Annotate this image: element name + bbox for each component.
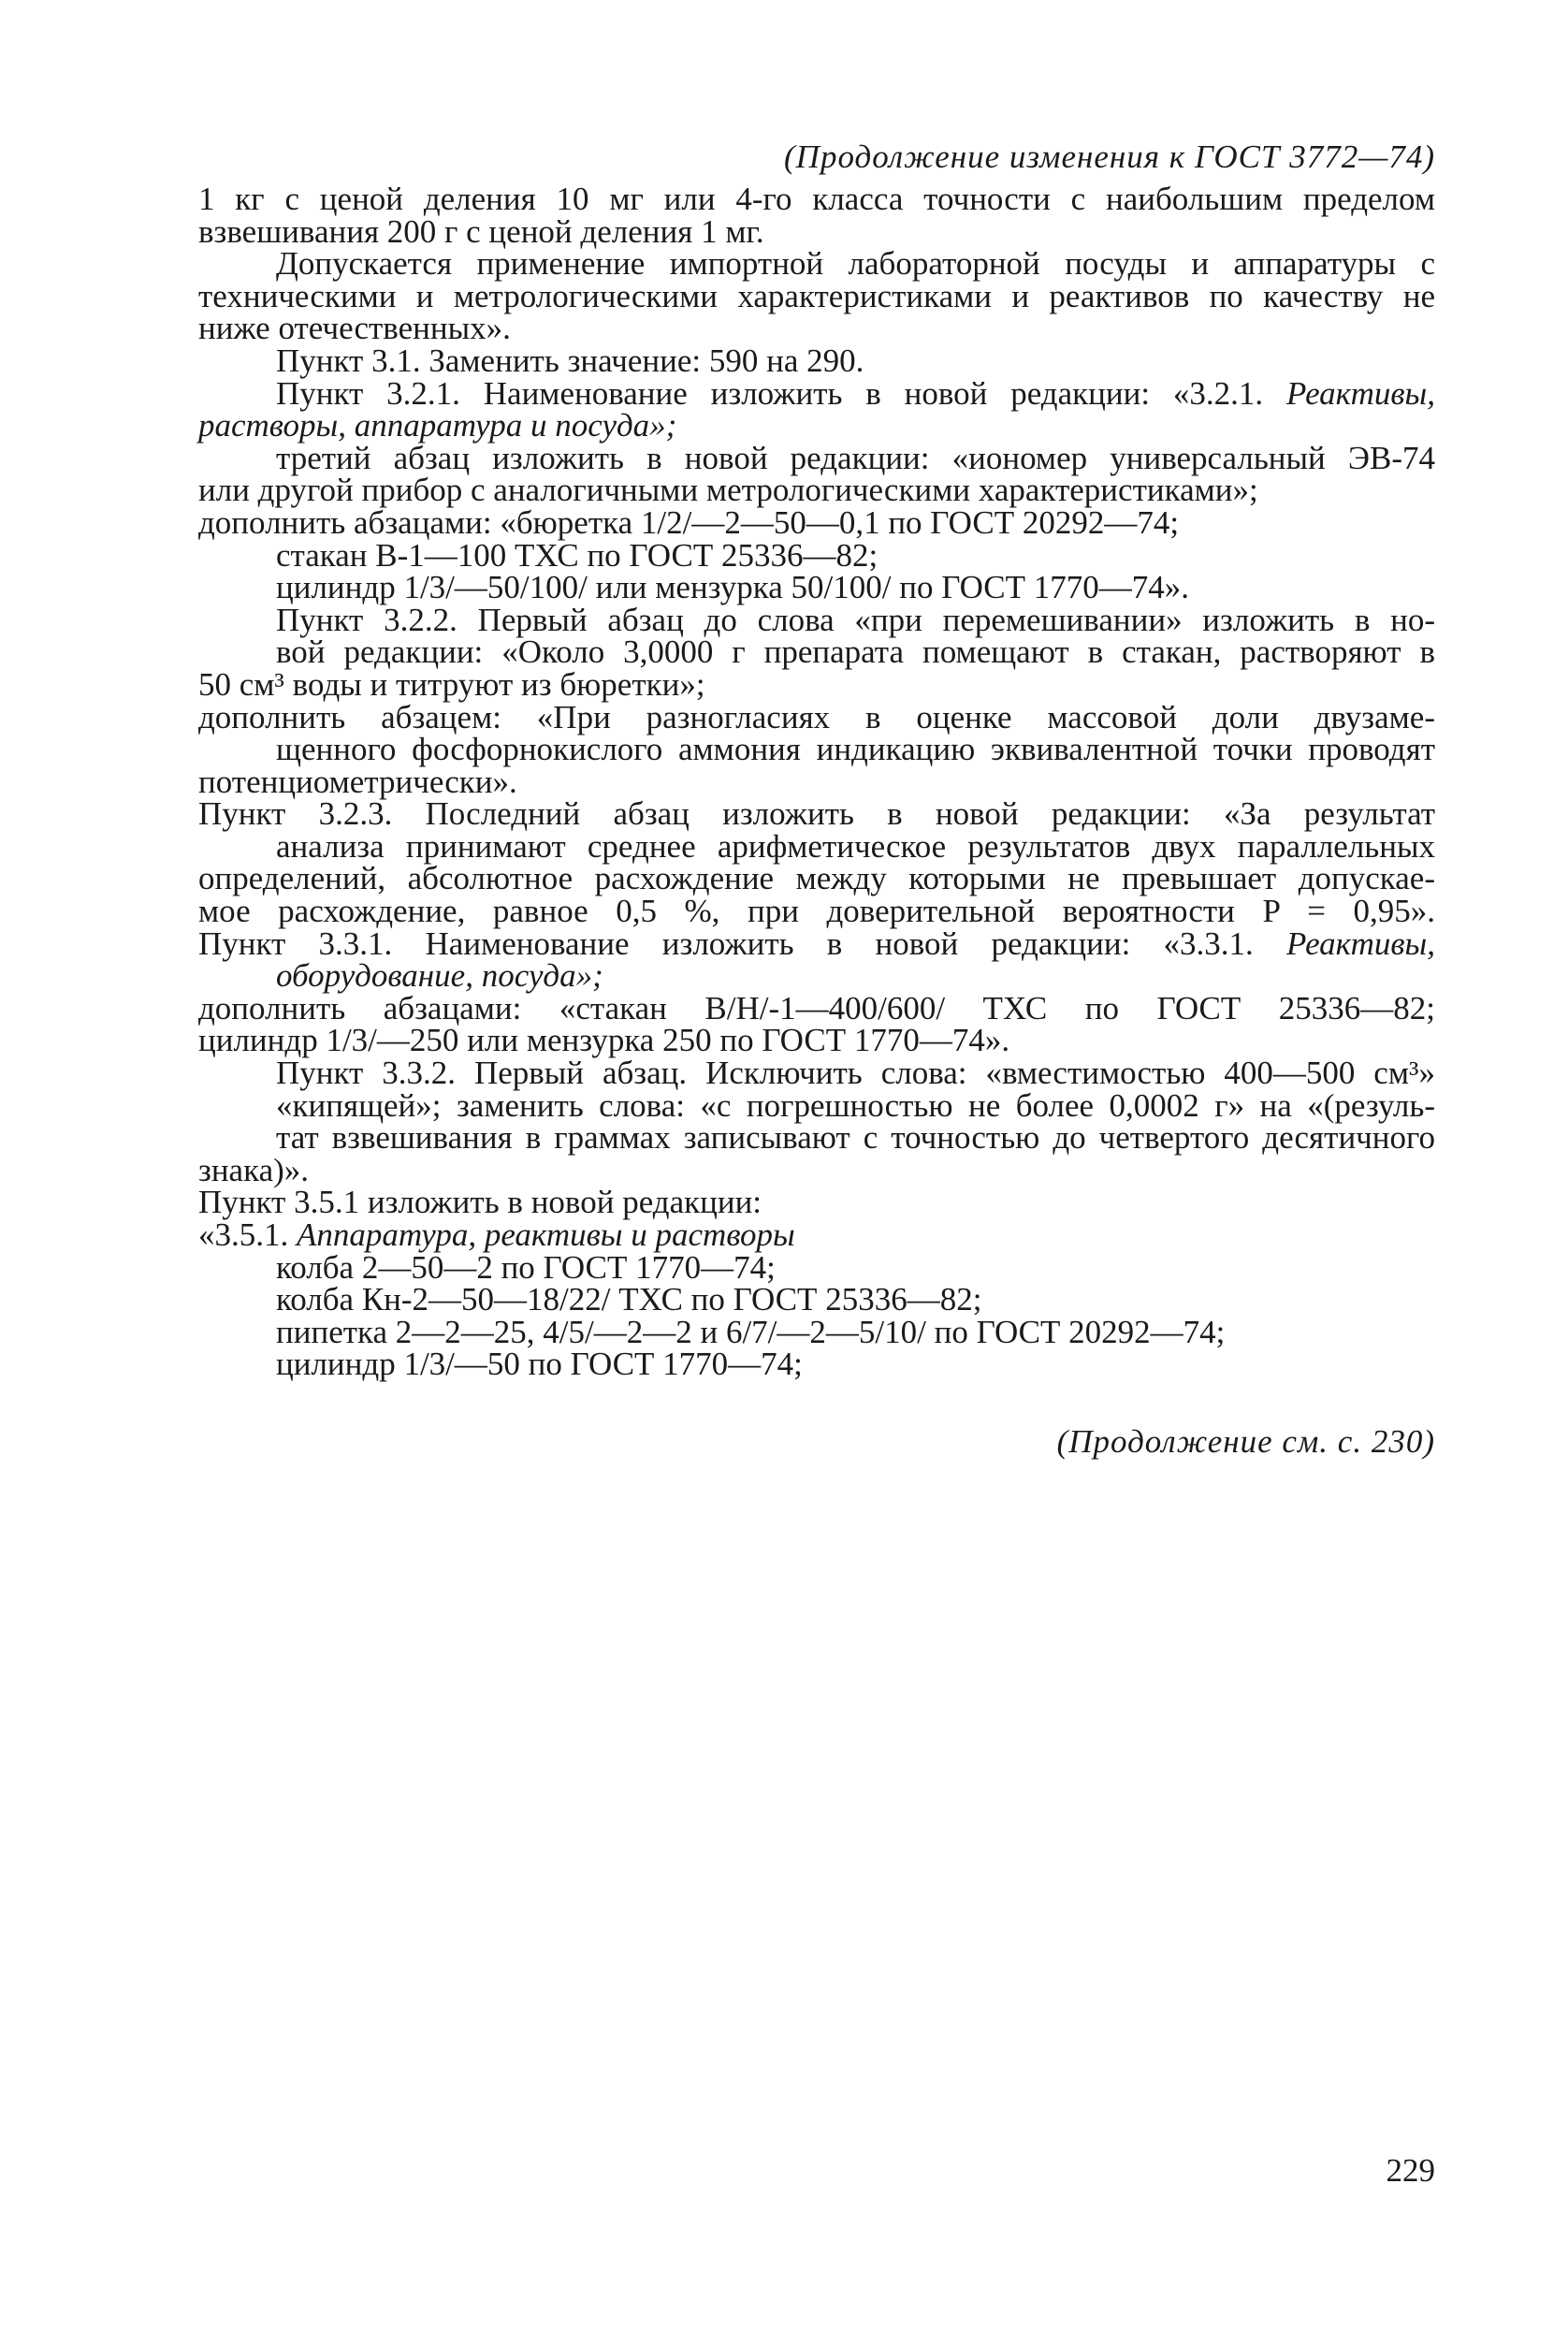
- italic-term: оборудование, посуда»;: [276, 957, 603, 995]
- text-line: Пункт 3.3.2. Первый абзац. Исключить слова: «вместимостью 400—500 см³»: [276, 1055, 1435, 1092]
- text-line: дополнить абзацами: «стакан В/Н/-1—400/600/ ТХС по ГОСТ 25336—82;: [198, 989, 1435, 1026]
- text-line: [276, 374, 1436, 412]
- text-line: дополнить абзацем: «При разногласиях в оценке массовой доли двузаме-: [198, 698, 1435, 735]
- continuation-footer: (Продолжение см. с. 230): [1056, 1423, 1435, 1460]
- text-line: техническими и метрологическими характеристиками и реактивов по качеству не: [198, 277, 1435, 314]
- text-line: Пункт 3.5.1 изложить в новой редакции:: [198, 1184, 762, 1221]
- text-line-part: «3.5.1.: [198, 1216, 289, 1253]
- text-line: цилиндр 1/3/—50 по ГОСТ 1770—74;: [276, 1346, 803, 1383]
- text-line: определений, абсолютное расхождение между которыми не превышает допускае-: [198, 860, 1435, 897]
- text-line: третий абзац изложить в новой редакции: «иономер универсальный ЭВ-74: [276, 439, 1435, 476]
- text-line: щенного фосфорнокислого аммония индикацию эквивалентной точки проводят: [276, 731, 1435, 768]
- text-line-part: Пункт 3.2.1. Наименование изложить в новой редакции: «3.2.1.: [276, 374, 1264, 412]
- text-line: анализа принимают среднее арифметическое результатов двух параллельных: [276, 827, 1435, 865]
- text-line: или другой прибор с аналогичными метрологическими характеристиками»;: [198, 472, 1258, 509]
- text-line: колба Кн-2—50—18/22/ ТХС по ГОСТ 25336—82;: [276, 1281, 982, 1318]
- text-line: колба 2—50—2 по ГОСТ 1770—74;: [276, 1248, 776, 1286]
- text-line: Допускается применение импортной лабораторной посуды и аппаратуры с: [276, 245, 1435, 283]
- text-line: мое расхождение, равное 0,5 %, при доверительной вероятности P = 0,95».: [198, 893, 1435, 930]
- text-line: цилиндр 1/3/—50/100/ или мензурка 50/100/ по ГОСТ 1770—74».: [276, 569, 1190, 606]
- text-line: тат взвешивания в граммах записывают с точностью до четвертого десятичного: [276, 1119, 1435, 1157]
- text-line: [276, 957, 1435, 995]
- text-line: цилиндр 1/3/—250 или мензурка 250 по ГОСТ 1770—74».: [198, 1022, 1010, 1059]
- text-line: ниже отечественных».: [198, 310, 511, 347]
- text-line: стакан В-1—100 ТХС по ГОСТ 25336—82;: [276, 536, 878, 574]
- text-line: 50 см³ воды и титруют из бюретки»;: [198, 665, 705, 703]
- text-line: взвешивания 200 г с ценой деления 1 мг.: [198, 212, 764, 250]
- continuation-header: (Продолжение изменения к ГОСТ 3772—74): [784, 138, 1435, 175]
- document-body: [198, 183, 1435, 1381]
- text-line: 1 кг с ценой деления 10 мг или 4-го класса точности с наибольшим пределом: [198, 181, 1435, 217]
- text-line: пипетка 2—2—25, 4/5/—2—2 и 6/7/—2—5/10/ по ГОСТ 20292—74;: [276, 1313, 1226, 1350]
- text-line: [198, 1216, 1435, 1253]
- text-line: Пункт 3.1. Заменить значение: 590 на 290.: [276, 342, 864, 379]
- text-line: [198, 407, 1435, 444]
- text-line: вой редакции: «Около 3,0000 г препарата помещают в стакан, растворяют в: [276, 633, 1435, 671]
- text-line: знака)».: [198, 1151, 310, 1188]
- text-line: потенциометрически».: [198, 763, 517, 800]
- text-line: Пункт 3.2.2. Первый абзац до слова «при перемешивании» изложить в но-: [276, 601, 1435, 638]
- text-line: [198, 924, 1436, 962]
- text-line: дополнить абзацами: «бюретка 1/2/—2—50—0,1 по ГОСТ 20292—74;: [198, 503, 1180, 541]
- italic-term: Реактивы,: [1285, 374, 1436, 412]
- page-number: 229: [1386, 2152, 1435, 2189]
- text-line: «кипящей»; заменить слова: «с погрешностью не более 0,0002 г» на «(резуль-: [276, 1086, 1435, 1124]
- text-line-part: Пункт 3.3.1. Наименование изложить в новой редакции: «3.3.1.: [198, 924, 1254, 962]
- italic-term: Реактивы,: [1285, 924, 1436, 962]
- italic-term: растворы, аппаратура и посуда»;: [198, 407, 677, 444]
- text-line: Пункт 3.2.3. Последний абзац изложить в новой редакции: «За результат: [198, 795, 1435, 833]
- italic-term: Аппаратура, реактивы и растворы: [297, 1216, 795, 1253]
